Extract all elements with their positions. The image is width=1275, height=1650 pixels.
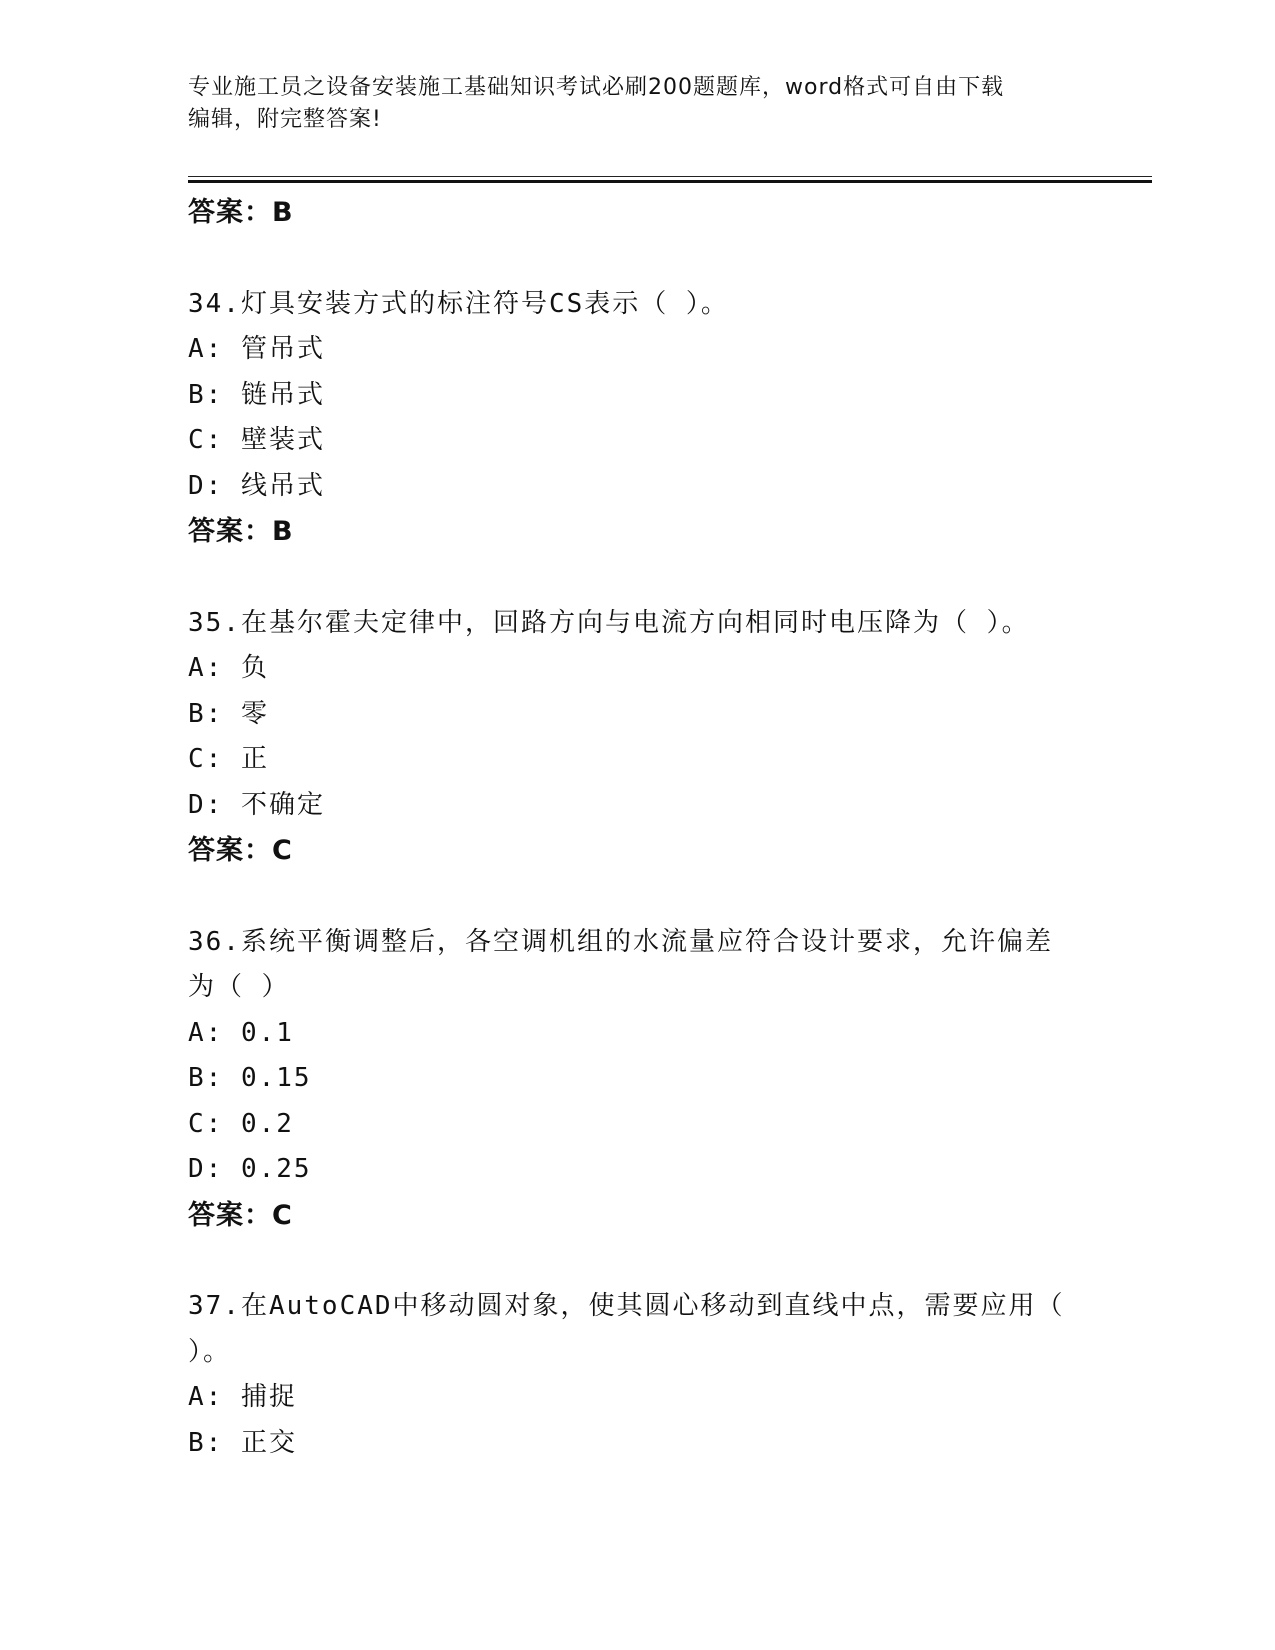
- header-title-line1: 专业施工员之设备安装施工基础知识考试必刷200题题库，word格式可自由下载: [188, 75, 1005, 100]
- spacer: [188, 874, 1088, 920]
- document-header: [188, 72, 1088, 136]
- option-b: B: 链吊式: [188, 379, 325, 410]
- option-b: B: 零: [188, 698, 269, 729]
- option-a: A: 捕捉: [188, 1382, 297, 1412]
- header-divider-thin: [188, 176, 1152, 177]
- question-stem-line1: 36.系统平衡调整后，各空调机组的水流量应符合设计要求，允许偏差: [188, 926, 1053, 957]
- question-answer: 答案：C: [188, 835, 293, 866]
- question-37: [188, 1284, 1088, 1466]
- question-35: [188, 601, 1088, 874]
- question-answer: 答案：C: [188, 1199, 293, 1231]
- question-stem-line2: 为（ ）: [188, 972, 290, 1002]
- question-stem: 34.灯具安装方式的标注符号CS表示（ ）。: [188, 288, 729, 319]
- option-d: D: 不确定: [188, 789, 325, 820]
- option-d: D: 线吊式: [188, 470, 325, 501]
- option-c: C: 0.2: [188, 1108, 294, 1139]
- previous-answer: 答案：B: [188, 197, 294, 228]
- option-a: A: 管吊式: [188, 334, 325, 364]
- question-34: [188, 282, 1088, 555]
- question-stem: 35.在基尔霍夫定律中，回路方向与电流方向相同时电压降为（ ）。: [188, 607, 1030, 638]
- question-36: [188, 920, 1088, 1239]
- spacer: [188, 236, 1088, 282]
- header-title-line2: 编辑，附完整答案!: [188, 107, 382, 132]
- option-a: A: 负: [188, 653, 269, 683]
- option-b: B: 0.15: [188, 1063, 312, 1093]
- question-answer: 答案：B: [188, 516, 294, 547]
- question-stem-line2: ）。: [188, 1336, 232, 1367]
- question-stem-line1: 37.在AutoCAD中移动圆对象，使其圆心移动到直线中点，需要应用（: [188, 1291, 1065, 1321]
- spacer: [188, 555, 1088, 601]
- header-divider-thick: [188, 180, 1152, 183]
- spacer: [188, 1238, 1088, 1284]
- option-a: A: 0.1: [188, 1017, 294, 1048]
- option-b: B: 正交: [188, 1427, 297, 1458]
- option-c: C: 正: [188, 744, 269, 774]
- question-list: [188, 190, 1088, 1466]
- option-d: D: 0.25: [188, 1154, 312, 1184]
- option-c: C: 壁装式: [188, 425, 325, 455]
